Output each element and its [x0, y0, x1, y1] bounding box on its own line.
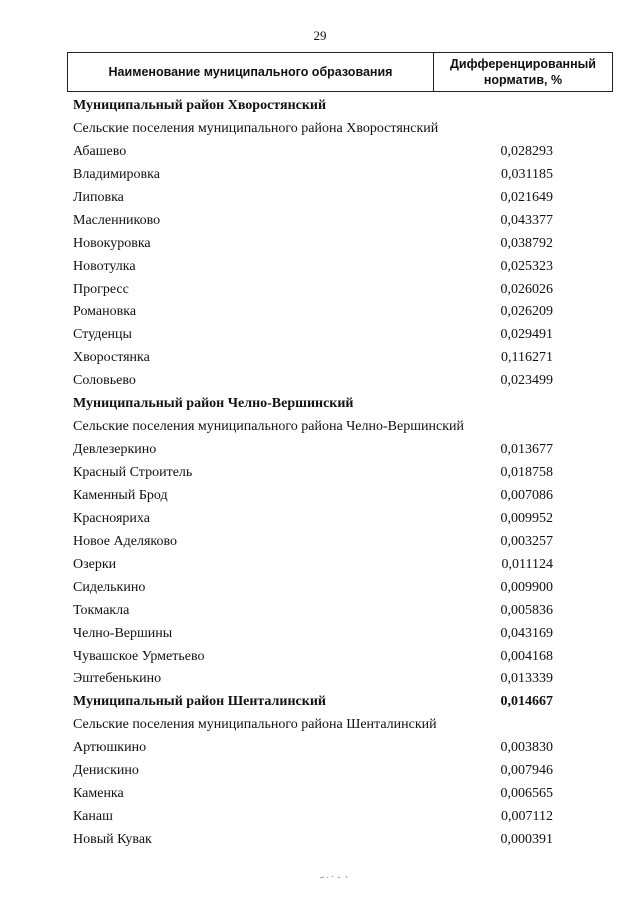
row-value: 0,009900 — [500, 579, 553, 595]
row-name: Прогресс — [73, 281, 129, 297]
row-name: Каменный Брод — [73, 487, 168, 503]
row-name: Красный Строитель — [73, 465, 193, 480]
row-name: Сельские поселения муниципального района Хворостянский — [73, 120, 439, 136]
table-row — [0, 761, 640, 784]
scan-artifact-mark — [318, 872, 358, 882]
subheader-row — [0, 715, 640, 738]
row-value: 0,011124 — [501, 556, 553, 572]
row-value: 0,006565 — [500, 786, 553, 802]
table-row — [0, 165, 640, 188]
subheader-row — [0, 417, 640, 440]
row-name: Токмакла — [73, 602, 130, 618]
row-value: 0,043377 — [500, 212, 553, 228]
table-body — [0, 96, 640, 853]
row-name: Канаш — [73, 809, 113, 825]
row-value: 0,026209 — [500, 304, 553, 320]
table-row — [0, 578, 640, 601]
column-header-norm — [434, 53, 612, 91]
row-value: 0,026026 — [500, 281, 553, 297]
row-value: 0,031185 — [501, 166, 553, 182]
table-row — [0, 211, 640, 234]
row-name: Романовка — [73, 304, 137, 320]
column-header-norm-line2: норматив, % — [483, 73, 563, 87]
table-row — [0, 784, 640, 807]
table-row — [0, 280, 640, 303]
row-name: Абашево — [73, 143, 127, 159]
row-name: Новотулка — [73, 258, 136, 274]
table-row — [0, 302, 640, 325]
table-row — [0, 348, 640, 371]
table-row — [0, 669, 640, 692]
table-row — [0, 807, 640, 830]
table-row — [0, 509, 640, 532]
row-name: Липовка — [73, 189, 124, 205]
row-name: Муниципальный район Челно-Вершинский — [73, 396, 354, 412]
district-row — [0, 692, 640, 715]
row-value: 0,038792 — [500, 235, 553, 251]
row-value: 0,116271 — [501, 350, 553, 366]
row-name: Челно-Вершины — [73, 625, 173, 641]
table-row — [0, 257, 640, 280]
row-value: 0,004168 — [500, 648, 553, 664]
row-name: Сиделькино — [73, 579, 146, 595]
table-row — [0, 532, 640, 555]
row-name: Владимировка — [73, 166, 160, 182]
row-name: Новокуровка — [73, 235, 151, 251]
row-value: 0,007086 — [500, 487, 553, 503]
table-row — [0, 830, 640, 853]
table-row — [0, 234, 640, 257]
table-row — [0, 325, 640, 348]
district-row — [0, 96, 640, 119]
row-value: 0,003830 — [500, 740, 553, 756]
row-value: 0,009952 — [500, 510, 553, 526]
row-value: 0,013339 — [500, 671, 553, 687]
row-value: 0,029491 — [500, 327, 553, 343]
row-value: 0,021649 — [500, 189, 553, 205]
row-name: Чувашское Урметьево — [73, 648, 205, 664]
page-number: 29 — [313, 28, 327, 43]
row-name: Новый Кувак — [73, 832, 152, 847]
row-value: 0,003257 — [500, 533, 553, 549]
table-row — [0, 371, 640, 394]
table-row — [0, 188, 640, 211]
row-name: Эштебенькино — [73, 671, 162, 687]
row-value: 0,018758 — [500, 465, 553, 480]
column-header-norm-line1: Дифференцированный — [450, 57, 596, 71]
district-row — [0, 394, 640, 417]
row-name: Артюшкино — [73, 740, 147, 756]
row-name: Денискино — [73, 763, 139, 779]
table-row — [0, 463, 640, 486]
table-row — [0, 647, 640, 670]
row-value: 0,028293 — [500, 143, 553, 159]
row-value: 0,007946 — [500, 763, 553, 779]
row-name: Муниципальный район Шенталинский — [73, 694, 326, 710]
row-value: 0,025323 — [500, 258, 553, 274]
row-value: 0,023499 — [500, 373, 553, 389]
row-name: Студенцы — [73, 327, 132, 343]
row-name: Новое Аделяково — [73, 533, 177, 549]
row-name: Хворостянка — [73, 350, 150, 366]
row-name: Соловьево — [73, 373, 136, 389]
row-name: Муниципальный район Хворостянский — [73, 98, 327, 113]
row-name: Сельские поселения муниципального района Шенталинский — [73, 717, 437, 733]
column-header-name: Наименование муниципального образования — [68, 53, 434, 91]
row-value: 0,043169 — [500, 625, 553, 641]
table-row — [0, 486, 640, 509]
table-row — [0, 142, 640, 165]
row-name: Каменка — [73, 786, 124, 802]
table-row — [0, 624, 640, 647]
table-row — [0, 440, 640, 463]
row-name: Девлезеркино — [73, 442, 157, 458]
row-value: 0,014667 — [500, 694, 553, 710]
row-name: Краснояриха — [73, 510, 150, 526]
table-row — [0, 738, 640, 761]
row-name: Озерки — [73, 556, 117, 572]
row-value: 0,013677 — [500, 442, 553, 458]
row-value: 0,000391 — [500, 832, 553, 847]
subheader-row — [0, 119, 640, 142]
row-value: 0,007112 — [501, 809, 553, 825]
table-header — [67, 52, 613, 92]
table-row — [0, 555, 640, 578]
row-value: 0,005836 — [500, 602, 553, 618]
table-row — [0, 601, 640, 624]
row-name: Масленниково — [73, 212, 161, 228]
row-name: Сельские поселения муниципального района Челно-Вершинский — [73, 419, 464, 435]
